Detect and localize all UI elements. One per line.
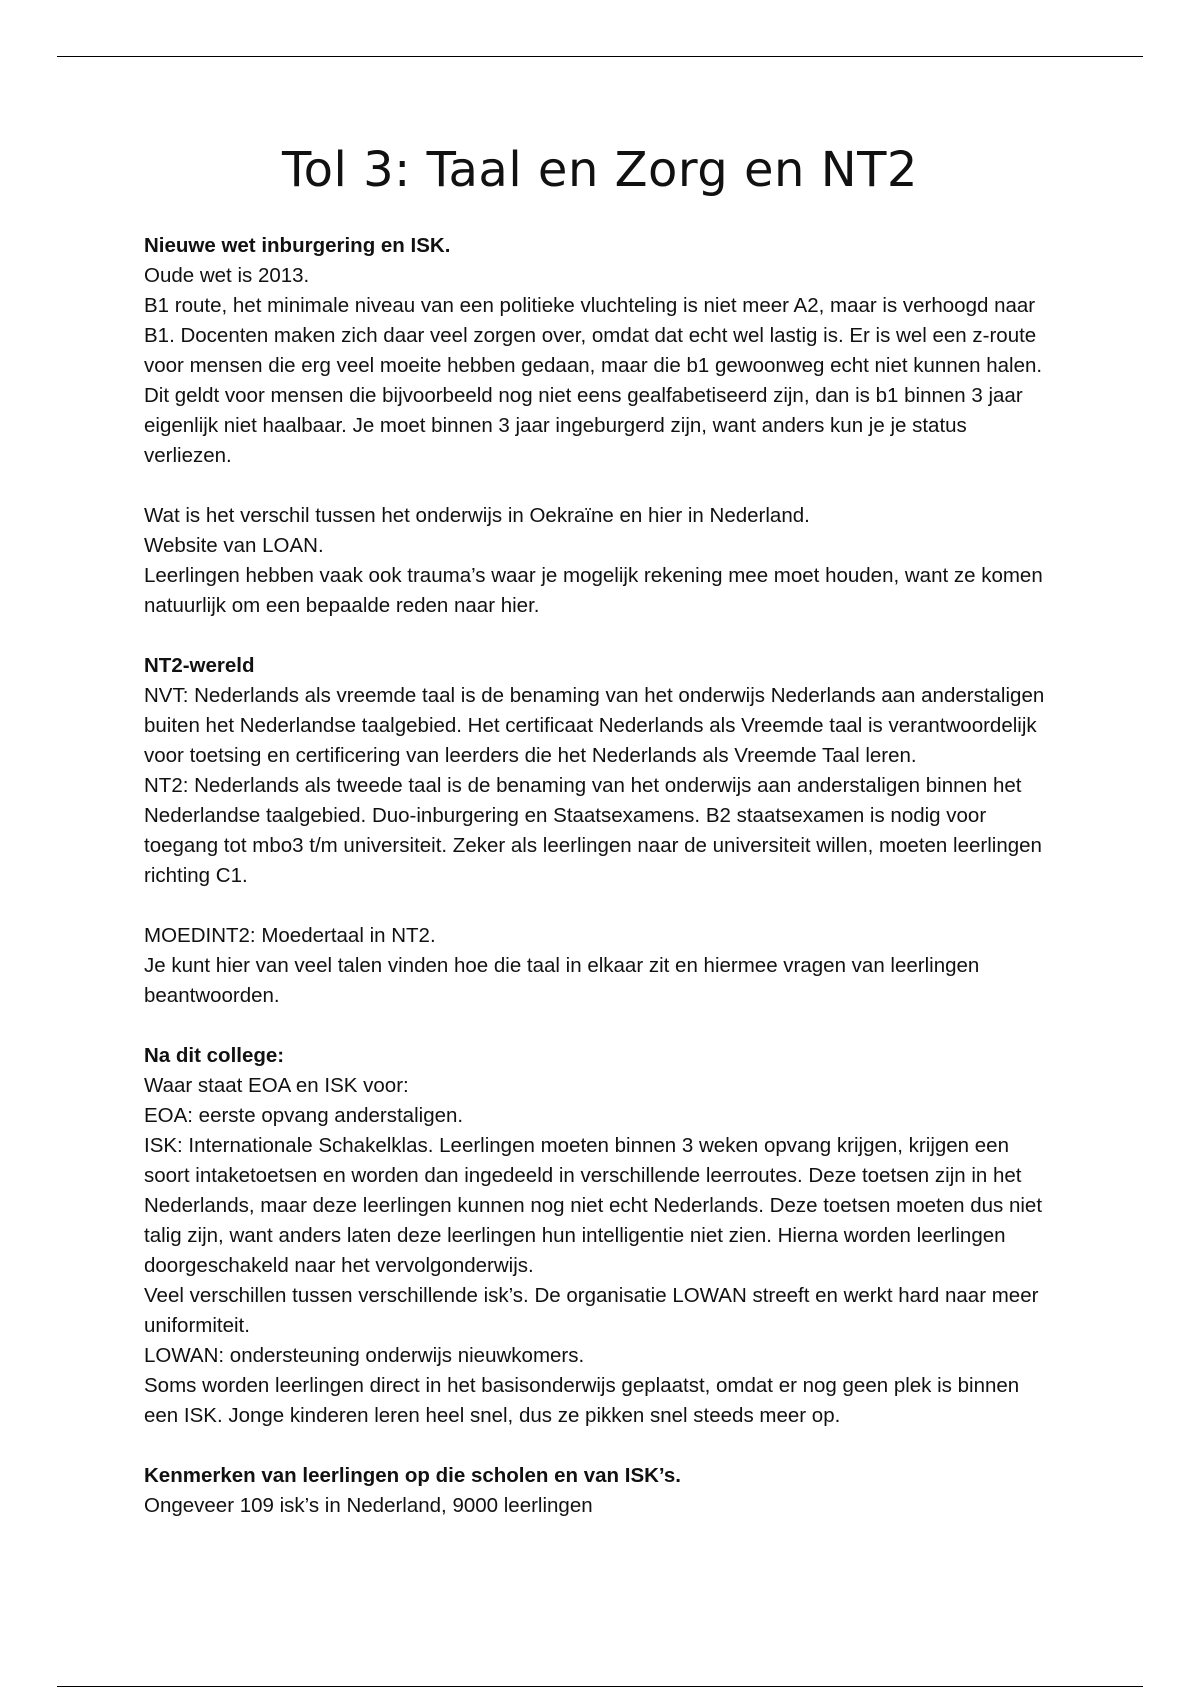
spacer bbox=[144, 1431, 1059, 1461]
spacer bbox=[144, 891, 1059, 921]
paragraph: NVT: Nederlands als vreemde taal is de benaming van het onderwijs Nederlands aan anderstaligen buiten het Nederlandse taalgebied. Het certificaat Nederlands als Vreemde taal is verantwoordelijk voor toetsing en certificering van leerders die het Nederlands als Vreemde Taal leren. bbox=[144, 684, 1045, 767]
paragraph: LOWAN: ondersteuning onderwijs nieuwkomers. bbox=[144, 1344, 585, 1367]
spacer bbox=[144, 471, 1059, 501]
paragraph: Waar staat EOA en ISK voor: bbox=[144, 1074, 409, 1097]
top-rule bbox=[57, 56, 1143, 57]
paragraph: Soms worden leerlingen direct in het basisonderwijs geplaatst, omdat er nog geen plek is binnen een ISK. Jonge kinderen leren heel snel, dus ze pikken snel steeds meer op. bbox=[144, 1374, 1020, 1427]
section-heading-nt2-wereld: NT2-wereld bbox=[144, 654, 255, 677]
paragraph: Oude wet is 2013. bbox=[144, 264, 310, 287]
section-heading-kenmerken: Kenmerken van leerlingen op die scholen en van ISK’s. bbox=[144, 1464, 681, 1487]
paragraph: B1 route, het minimale niveau van een politieke vluchteling is niet meer A2, maar is verhoogd naar B1. Docenten maken zich daar veel zorgen over, omdat dat echt wel lastig is. Er is wel een z-route voor mensen die erg veel moeite hebben gedaan, maar die b1 gewoonweg echt niet kunnen halen. Dit geldt voor mensen die bijvoorbeeld nog niet eens gealfabetiseerd zijn, dan is b1 binnen 3 jaar eigenlijk niet haalbaar. Je moet binnen 3 jaar ingeburgerd zijn, want anders kun je je status verliezen. bbox=[144, 294, 1043, 467]
paragraph: Website van LOAN. bbox=[144, 534, 324, 557]
paragraph: Leerlingen hebben vaak ook trauma’s waar je mogelijk rekening mee moet houden, want ze komen natuurlijk om een bepaalde reden naar hier. bbox=[144, 564, 1043, 617]
paragraph: Veel verschillen tussen verschillende isk’s. De organisatie LOWAN streeft en werkt hard naar meer uniformiteit. bbox=[144, 1284, 1039, 1337]
paragraph: EOA: eerste opvang anderstaligen. bbox=[144, 1104, 464, 1127]
paragraph: MOEDINT2: Moedertaal in NT2. bbox=[144, 924, 436, 947]
paragraph: NT2: Nederlands als tweede taal is de benaming van het onderwijs aan anderstaligen binnen het Nederlandse taalgebied. Duo-inburgering en Staatsexamens. B2 staatsexamen is nodig voor toegang tot mbo3 t/m universiteit. Zeker als leerlingen naar de universiteit willen, moeten leerlingen richting C1. bbox=[144, 774, 1042, 887]
spacer bbox=[144, 621, 1059, 651]
bottom-rule bbox=[57, 1686, 1143, 1687]
paragraph: Je kunt hier van veel talen vinden hoe die taal in elkaar zit en hiermee vragen van leerlingen beantwoorden. bbox=[144, 954, 980, 1007]
spacer bbox=[144, 1011, 1059, 1041]
page-title: Tol 3: Taal en Zorg en NT2 bbox=[282, 142, 918, 198]
paragraph: ISK: Internationale Schakelklas. Leerlingen moeten binnen 3 weken opvang krijgen, krijgen een soort intaketoetsen en worden dan ingedeeld in verschillende leerroutes. Deze toetsen zijn in het Nederlands, maar deze leerlingen kunnen nog niet echt Nederlands. Deze toetsen moeten dus niet talig zijn, want anders laten deze leerlingen hun intelligentie niet zien. Hierna worden leerlingen doorgeschakeld naar het vervolgonderwijs. bbox=[144, 1134, 1043, 1277]
paragraph: Wat is het verschil tussen het onderwijs in Oekraïne en hier in Nederland. bbox=[144, 504, 810, 527]
paragraph: Ongeveer 109 isk’s in Nederland, 9000 leerlingen bbox=[144, 1494, 593, 1517]
section-heading-inburgering: Nieuwe wet inburgering en ISK. bbox=[144, 234, 451, 257]
document-body bbox=[144, 231, 1059, 1521]
section-heading-na-dit-college: Na dit college: bbox=[144, 1044, 285, 1067]
